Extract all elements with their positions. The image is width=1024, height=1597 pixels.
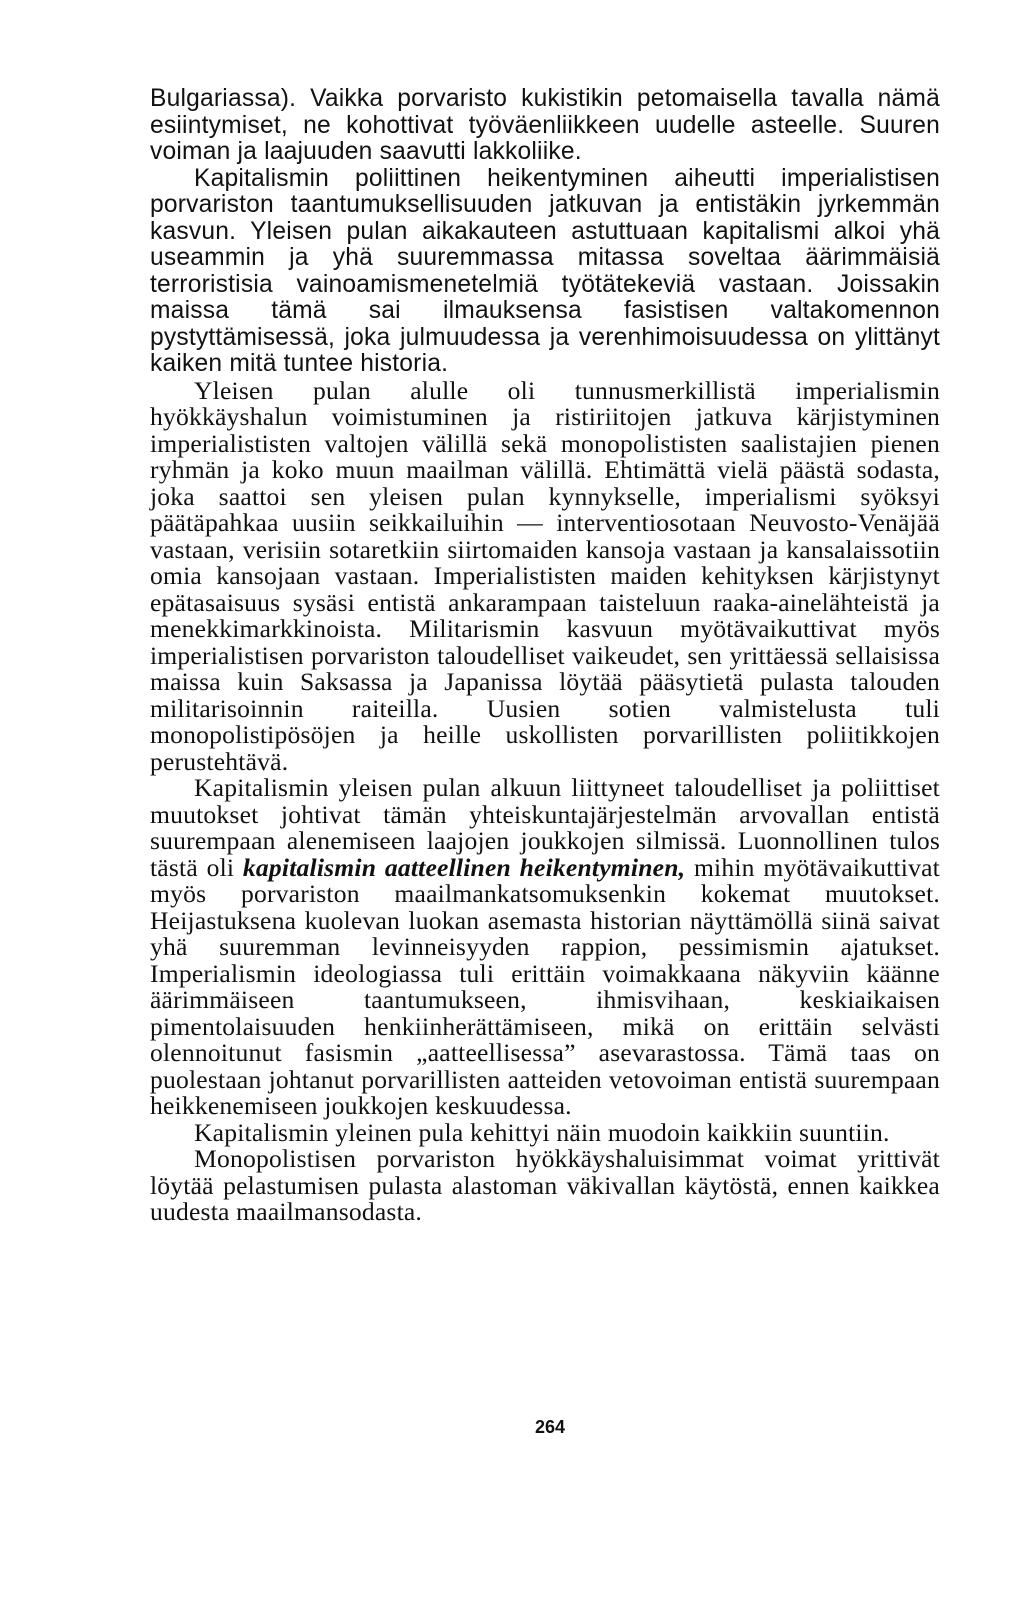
paragraph-4 [150,775,940,1120]
paragraph-4-before: Kapitalismin yleisen pulan alkuun liittyneet taloudelliset ja poliittiset muutokset johtivat tämän yhteiskuntajärjestelmän arvovallan entistä suurempaan alenemiseen laajojen joukkojen silmissä. Luonnollinen tulos tästä oli [150,773,940,882]
paragraph-6: Monopolistisen porvariston hyökkäyshaluisimmat voimat yrittivät löytää pelastumisen pulasta alastoman väkivallan käytöstä, ennen kaikkea uudesta maailmansodasta. [150,1144,940,1226]
paragraph-4-after: mihin myötävaikuttivat myös porvariston maailmankatsomuksenkin kokemat muutokset. Heijastuksena kuolevan luokan asemasta historian näyttämöllä siinä saivat yhä suuremman levinneisyyden rappion, pessimismin ajatukset. Imperialismin ideologiassa tuli erittäin voimakkaana näkyviin käänne äärimmäiseen taantumukseen, ihmisvihaan, keskiaikaisen pimentolaisuuden henkiinherättämiseen, mikä on erittäin selvästi olennoitunut fasismin „aatteellisessa” asevarastossa. Tämä taas on puolestaan johtanut porvarillisten aatteiden vetovoiman entistä suurempaan heikkenemiseen joukkojen keskuudessa. [150,852,940,1120]
body-text [150,86,940,1226]
paragraph-5: Kapitalismin yleinen pula kehittyi näin muodoin kaikkiin suuntiin. [194,1117,890,1147]
paragraph-1: Bulgariassa). Vaikka porvaristo kukistikin petomaisella tavalla nämä esiintymiset, ne kohottivat työväenliikkeen uudelle asteelle. Suuren voiman ja laajuuden saavutti lakkoliike. [150,85,940,165]
page-number: 264 [534,1417,566,1437]
paragraph-2: Kapitalismin poliittinen heikentyminen aiheutti imperialistisen porvariston taantumuksellisuuden jatkuvan ja entistäkin jyrkemmän kasvun. Yleisen pulan aikakauteen astuttuaan kapitalismi alkoi yhä useammin ja yhä suuremmassa mitassa soveltaa äärimmäisiä terroristisia vainoamismenetelmiä työtätekeviä vastaan. Joissakin maissa tämä sai ilmauksensa fasistisen valtakomennon pystyttämisessä, joka julmuudessa ja verenhimoisuudessa on ylittänyt kaiken mitä tuntee historia. [150,164,940,377]
paragraph-4-emphasis: kapitalismin aatteellinen heikentyminen, [242,852,686,882]
paragraph-3: Yleisen pulan alulle oli tunnusmerkillistä imperialismin hyökkäyshalun voimistuminen ja ristiriitojen jatkuva kärjistyminen imperialististen valtojen välillä sekä monopolististen saalistajien pienen ryhmän ja koko muun maailman välillä. Ehtimättä vielä päästä sodasta, joka saattoi sen yleisen pulan kynnykselle, imperialismi syöksyi päätäpahkaa uusiin seikkailuihin — interventiosotaan Neuvosto-Venäjää vastaan, verisiin sotaretkiin siirtomaiden kansoja vastaan ja kansalaissotiin omia kansojaan vastaan. Imperialististen maiden kehityksen kärjistynyt epätasaisuus sysäsi entistä ankarampaan taisteluun raaka-ainelähteistä ja menekkimarkkinoista. Militarismin kasvuun myötävaikuttivat myös imperialistisen porvariston taloudelliset vaikeudet, sen yrittäessä sellaisissa maissa kuin Saksassa ja Japanissa löytää pääsytietä pulasta talouden militarisoinnin raiteilla. Uusien sotien valmistelusta tuli monopolistipösöjen ja heille uskollisten porvarillisten poliitikkojen perustehtävä. [150,375,940,776]
